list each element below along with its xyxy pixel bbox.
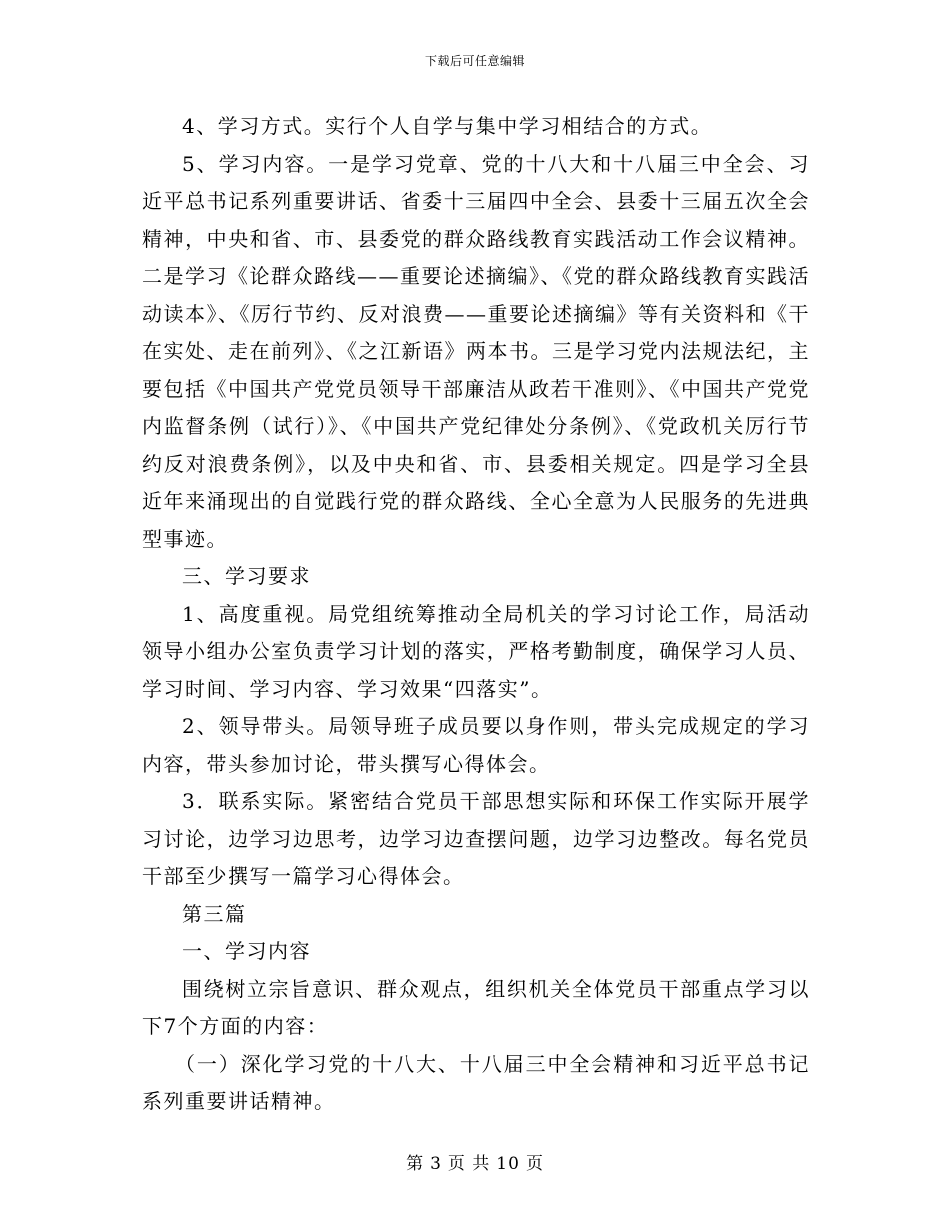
- footer-total-pages: 10: [496, 1154, 520, 1174]
- paragraph-study-intro: 围绕树立宗旨意识、群众观点，组织机关全体党员干部重点学习以下7个方面的内容：: [142, 976, 810, 1038]
- footer-suffix: 页: [525, 1154, 544, 1174]
- footer-middle: 页 共: [447, 1154, 491, 1174]
- paragraph-study-content: 5、学习内容。一是学习党章、党的十八大和十八届三中全会、习近平总书记系列重要讲话、省委十三届四中全会、县委十三届五次全会精神，中央和省、市、县委党的群众路线教育实践活动工作会议精神。二是学习《论群众路线——重要论述摘编》、《党的群众路线教育实践活动读本》、《厉行节约、反对浪费——重要论述摘编》等有关资料和《干在实处、走在前列》、《之江新语》两本书。三是学习党内法规法纪，主要包括《中国共产党党员领导干部廉洁从政若干准则》、《中国共产党党内监督条例（试行）》、《中国共产党纪律处分条例》、《党政机关厉行节约反对浪费条例》，以及中央和省、市、县委相关规定。四是学习全县近年来涌现出的自觉践行党的群众路线、全心全意为人民服务的先进典型事迹。: [142, 151, 810, 551]
- document-body: [142, 108, 810, 1121]
- paragraph-leaders-lead: 2、领导带头。局领导班子成员要以身作则，带头完成规定的学习内容，带头参加讨论，带头撰写心得体会。: [142, 714, 810, 776]
- part-heading-third: 第三篇: [182, 901, 247, 926]
- section-heading-requirements: 三、学习要求: [182, 564, 311, 588]
- paragraph-connect-practice: 3．联系实际。紧密结合党员干部思想实际和环保工作实际开展学习讨论，边学习边思考，边学习边查摆问题，边学习边整改。每名党员干部至少撰写一篇学习心得体会。: [142, 789, 810, 888]
- paragraph-high-attention: 1、高度重视。局党组统筹推动全局机关的学习讨论工作，局活动领导小组办公室负责学习计划的落实，严格考勤制度，确保学习人员、学习时间、学习内容、学习效果“四落实”。: [142, 601, 810, 701]
- page-header: [0, 52, 950, 70]
- footer-page-number: 3: [430, 1154, 442, 1174]
- footer-prefix: 第: [406, 1154, 425, 1174]
- paragraph-study-method: 4、学习方式。实行个人自学与集中学习相结合的方式。: [182, 114, 713, 138]
- section-heading-study-content: 一、学习内容: [182, 939, 311, 963]
- page-footer: [0, 1152, 950, 1176]
- paragraph-item-one: （一）深化学习党的十八大、十八届三中全会精神和习近平总书记系列重要讲话精神。: [142, 1051, 810, 1113]
- header-note: 下载后可任意编辑: [424, 54, 525, 68]
